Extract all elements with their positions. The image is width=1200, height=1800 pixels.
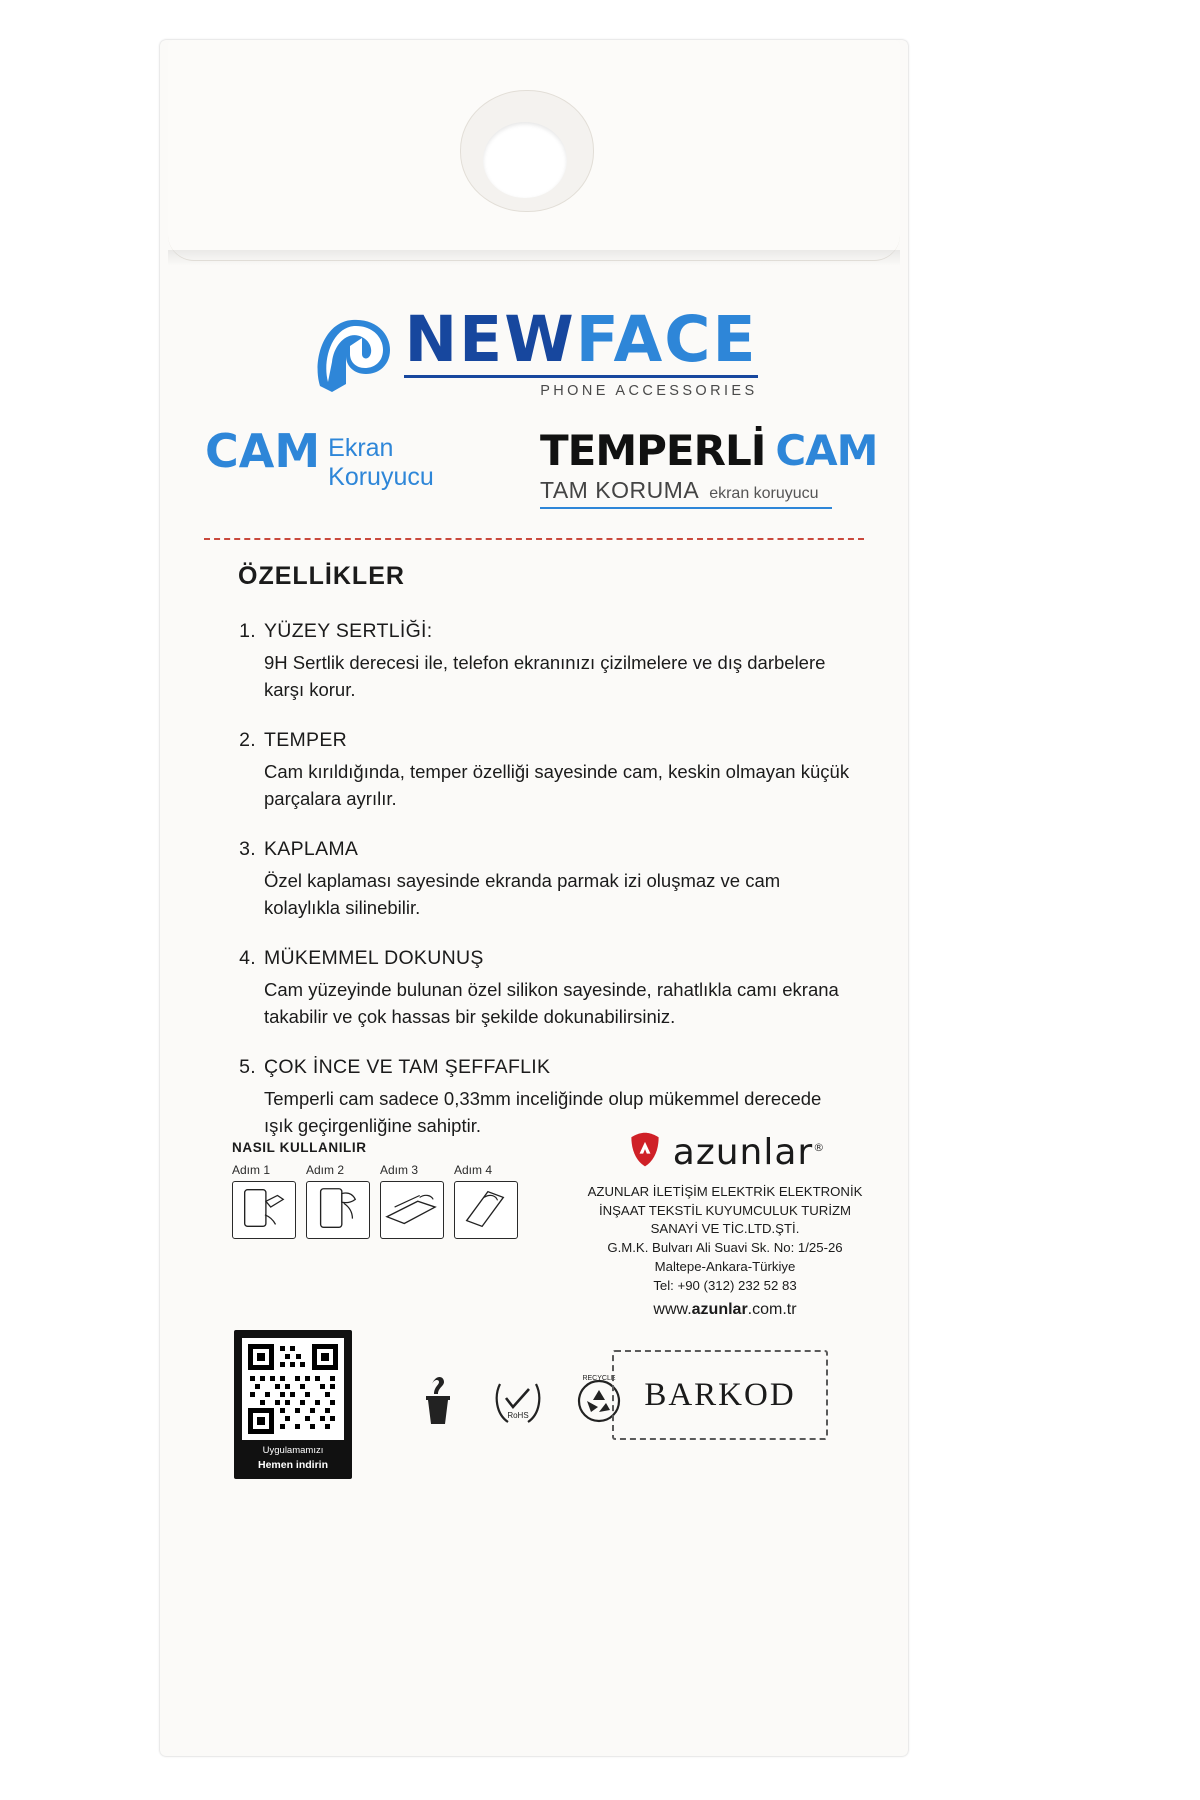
headline-temperli: TEMPERLİ: [540, 426, 766, 475]
qr-block[interactable]: [234, 1330, 352, 1479]
step-2: [306, 1163, 370, 1239]
headline-right-cam: CAM: [775, 426, 878, 475]
feature-number: 2.: [239, 729, 256, 751]
company-phone: Tel: +90 (312) 232 52 83: [653, 1277, 797, 1293]
brand-name-new: NEW: [404, 303, 576, 376]
brand-name-face: FACE: [575, 303, 758, 376]
company-address-line: Maltepe-Ankara-Türkiye: [654, 1258, 796, 1274]
company-logo-row: [580, 1130, 870, 1175]
feature-heading: TEMPER: [264, 729, 348, 751]
feature-heading: ÇOK İNCE VE TAM ŞEFFAFLIK: [264, 1056, 551, 1078]
newface-n-logo-icon: [310, 312, 398, 396]
website-suffix: .com.tr: [747, 1301, 797, 1319]
company-name-text: azunlar: [672, 1132, 814, 1173]
product-package-back: [160, 40, 908, 1756]
feature-item: [230, 620, 850, 703]
step-3: [380, 1163, 444, 1239]
feature-item: [230, 947, 850, 1030]
headline-left-cam: CAM: [205, 424, 321, 478]
feature-heading: KAPLAMA: [264, 838, 359, 860]
step-3-label: Adım 3: [380, 1163, 419, 1177]
feature-number: 1.: [239, 620, 256, 642]
how-to-use-title: NASIL KULLANILIR: [232, 1140, 367, 1155]
feature-number: 5.: [239, 1056, 256, 1078]
azunlar-shield-icon: [625, 1130, 665, 1175]
svg-text:RECYCLE: RECYCLE: [582, 1375, 616, 1382]
feature-item: [230, 838, 850, 921]
features-title: ÖZELLİKLER: [238, 562, 405, 590]
dispose-in-bin-icon: [410, 1370, 464, 1428]
feature-head: [230, 947, 850, 970]
headline-left: [205, 424, 434, 492]
feature-head: [230, 838, 850, 861]
headline-right-main: [540, 426, 878, 475]
headline-right-subrow: [540, 477, 860, 504]
website-domain: azunlar: [691, 1301, 748, 1319]
company-address-line: İNŞAAT TEKSTİL KUYUMCULUK TURİZM: [598, 1202, 852, 1218]
feature-head: [230, 1056, 850, 1079]
feature-item: [230, 729, 850, 812]
barcode-label: BARKOD: [644, 1376, 796, 1413]
feature-head: [230, 729, 850, 752]
company-address-line: G.M.K. Bulvarı Ali Suavi Sk. No: 1/25-26: [607, 1240, 843, 1256]
headline-left-sub-line1: Ekran: [328, 434, 394, 462]
brand-name: [404, 303, 757, 376]
registered-mark: ®: [813, 1141, 826, 1154]
qr-caption-line1: Uygulamamızı: [262, 1445, 324, 1456]
step-4-label: Adım 4: [454, 1163, 493, 1177]
company-block: [580, 1130, 870, 1319]
feature-body: Özel kaplaması sayesinde ekranda parmak izi oluşmaz ve cam kolaylıkla silinebilir.: [264, 870, 781, 918]
qr-card: [234, 1330, 352, 1479]
feature-body: Temperli cam sadece 0,33mm inceliğinde olup mükemmel derecede ışık geçirgenliğine sahiptir.: [264, 1088, 822, 1136]
qr-caption: [242, 1440, 344, 1473]
feature-body: Cam yüzeyinde bulunan özel silikon sayesinde, rahatlıkla camı ekrana takabilir ve çok hassas bir şekilde dokunabilirsiniz.: [264, 979, 839, 1027]
step-2-label: Adım 2: [306, 1163, 345, 1177]
website-prefix: www.: [653, 1301, 692, 1319]
feature-heading: YÜZEY SERTLİĞİ:: [264, 620, 433, 642]
step-1-label: Adım 1: [232, 1163, 271, 1177]
feature-body: Cam kırıldığında, temper özelliği sayesinde cam, keskin olmayan küçük parçalara ayrılır.: [264, 761, 850, 809]
step-4: [454, 1163, 518, 1239]
feature-heading: MÜKEMMEL DOKUNUŞ: [264, 947, 484, 969]
step-1: [232, 1163, 296, 1239]
features-list: [230, 620, 850, 1165]
how-to-use-block: [232, 1140, 532, 1239]
hang-hole: [483, 122, 567, 198]
phone-wipe-icon: [454, 1181, 518, 1239]
dashed-separator: [204, 538, 864, 540]
rohs-icon: [490, 1370, 544, 1428]
phone-apply-icon: [380, 1181, 444, 1239]
headline-left-sub: [328, 430, 434, 492]
brand-wordmark: [404, 303, 758, 399]
company-address-line: AZUNLAR İLETİŞİM ELEKTRİK ELEKTRONİK: [587, 1184, 863, 1199]
headline-right: [540, 426, 878, 509]
package-flap-shadow: [168, 250, 900, 266]
qr-caption-line2: Hemen indirin: [257, 1458, 328, 1471]
svg-text:RoHS: RoHS: [507, 1411, 529, 1420]
feature-item: [230, 1056, 850, 1139]
how-to-use-steps: [232, 1163, 532, 1239]
company-name: [673, 1132, 825, 1173]
compliance-icons: [410, 1370, 624, 1428]
feature-number: 4.: [239, 947, 256, 969]
qr-code-icon[interactable]: [242, 1338, 344, 1440]
headline-tam-koruma: TAM KORUMA: [540, 477, 700, 503]
feature-number: 3.: [239, 838, 256, 860]
phone-peel-icon: [306, 1181, 370, 1239]
product-headline: [160, 424, 908, 510]
phone-clean-icon: [232, 1181, 296, 1239]
headline-ekran-koruyucu: ekran koruyucu: [709, 485, 819, 502]
brand-tagline: PHONE ACCESSORIES: [540, 383, 758, 399]
brand-logo-block: [160, 303, 908, 399]
feature-body: 9H Sertlik derecesi ile, telefon ekranınızı çizilmelere ve dış darbelere karşı korur.: [264, 652, 826, 700]
company-address-line: SANAYİ VE TİC.LTD.ŞTİ.: [650, 1221, 800, 1237]
barcode-placeholder: [612, 1350, 828, 1440]
feature-head: [230, 620, 850, 643]
headline-left-sub-line2: Koruyucu: [328, 463, 434, 491]
company-website[interactable]: [580, 1301, 870, 1319]
headline-right-underline: [540, 507, 832, 509]
